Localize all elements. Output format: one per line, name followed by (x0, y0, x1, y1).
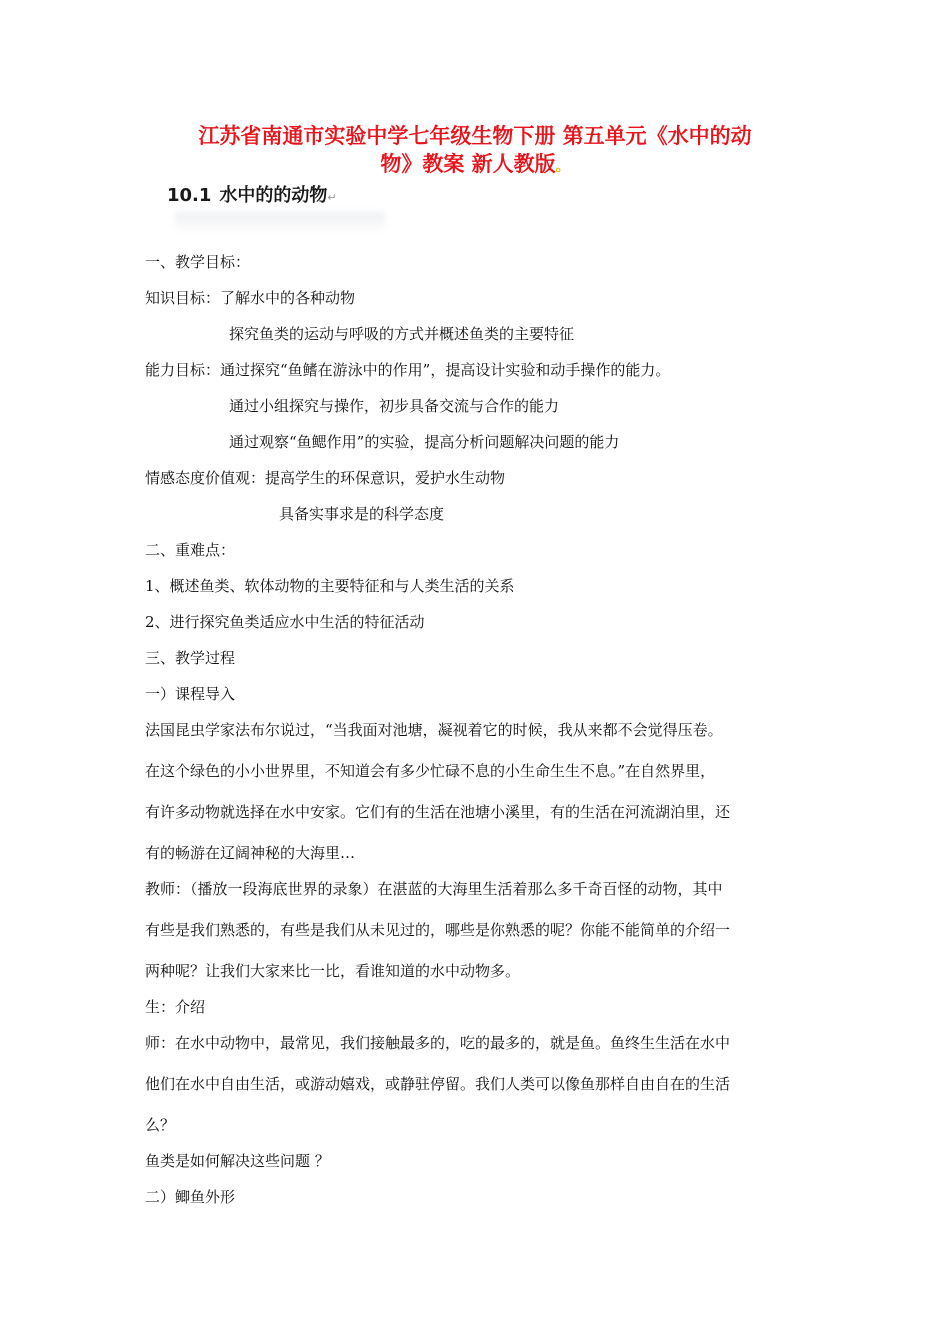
knowledge-goal: 知识目标：了解水中的各种动物 (145, 289, 356, 307)
paragraph-line: 教师：（播放一段海底世界的录象）在湛蓝的大海里生活着那么多千奇百怪的动物，其中 (145, 880, 723, 898)
attitude-goal-2: 具备实事求是的科学态度 (279, 505, 445, 523)
heading-key-points: 二、重难点： (145, 541, 236, 559)
title-dot: 。 (555, 159, 570, 175)
key-point-2: 2、进行探究鱼类适应水中生活的特征活动 (145, 613, 425, 631)
paragraph-fabre-quote (145, 720, 807, 740)
section-heading (167, 184, 337, 210)
attitude-goal: 情感态度价值观：提高学生的环保意识，爱护水生动物 (145, 469, 506, 487)
document-title (150, 122, 800, 181)
heading-objectives: 一、教学目标： (145, 253, 251, 271)
paragraph-line: 师：在水中动物中，最常见，我们接触最多的，吃的最多的，就是鱼。鱼终生生活在水中 (145, 1034, 731, 1052)
paragraph-line: 他们在水中自由生活，或游动嬉戏，或静驻停留。我们人类可以像鱼那样自由自在的生活 (145, 1075, 731, 1093)
section-number: 10.1 (167, 185, 212, 206)
ability-goal-2: 通过小组探究与操作，初步具备交流与合作的能力 (229, 397, 560, 415)
subheading-intro: 一）课程导入 (145, 685, 236, 703)
paragraph-line: 有些是我们熟悉的，有些是我们从未见过的，哪些是你熟悉的呢？你能不能简单的介绍一 (145, 921, 731, 939)
subheading-fish-shape: 二）鲫鱼外形 (145, 1188, 236, 1206)
paragraph-mark-icon: ↵ (327, 191, 337, 204)
paragraph-line: 有许多动物就选择在水中安家。它们有的生活在池塘小溪里，有的生活在河流湖泊里，还 (145, 803, 731, 821)
paragraph-line: 在这个绿色的小小世界里，不知道会有多少忙碌不息的小生命生生不息。”在自然界里， (145, 762, 716, 780)
title-line-2 (150, 150, 800, 181)
question-line: 鱼类是如何解决这些问题 ？ (145, 1152, 330, 1170)
knowledge-goal-2: 探究鱼类的运动与呼吸的方式并概述鱼类的主要特征 (229, 325, 575, 343)
paragraph-line: 法国昆虫学家法布尔说过，“当我面对池塘，凝视着它的时候，我从来都不会觉得压卷。 (145, 721, 723, 739)
title-line-2-text: 物》教案 新人教版 (380, 152, 556, 176)
paragraph-line: 两种呢？让我们大家来比一比，看谁知道的水中动物多。 (145, 962, 521, 980)
paragraph-line: 么？ (145, 1116, 176, 1134)
ability-goal: 能力目标：通过探究“鱼鳍在游泳中的作用”，提高设计实验和动手操作的能力。 (145, 361, 671, 379)
title-line-1: 江苏省南通市实验中学七年级生物下册 第五单元《水中的动 (198, 124, 752, 148)
key-point-1: 1、概述鱼类、软体动物的主要特征和与人类生活的关系 (145, 577, 515, 595)
section-heading-text: 水中的的动物 (219, 185, 328, 206)
ability-goal-3: 通过观察“鱼鳃作用”的实验，提高分析问题解决问题的能力 (229, 433, 620, 451)
paragraph-line: 有的畅游在辽阔神秘的大海里… (145, 844, 356, 862)
heading-process: 三、教学过程 (145, 649, 236, 667)
subhead-reflection (175, 212, 385, 234)
student-introduce: 生：介绍 (145, 998, 206, 1016)
